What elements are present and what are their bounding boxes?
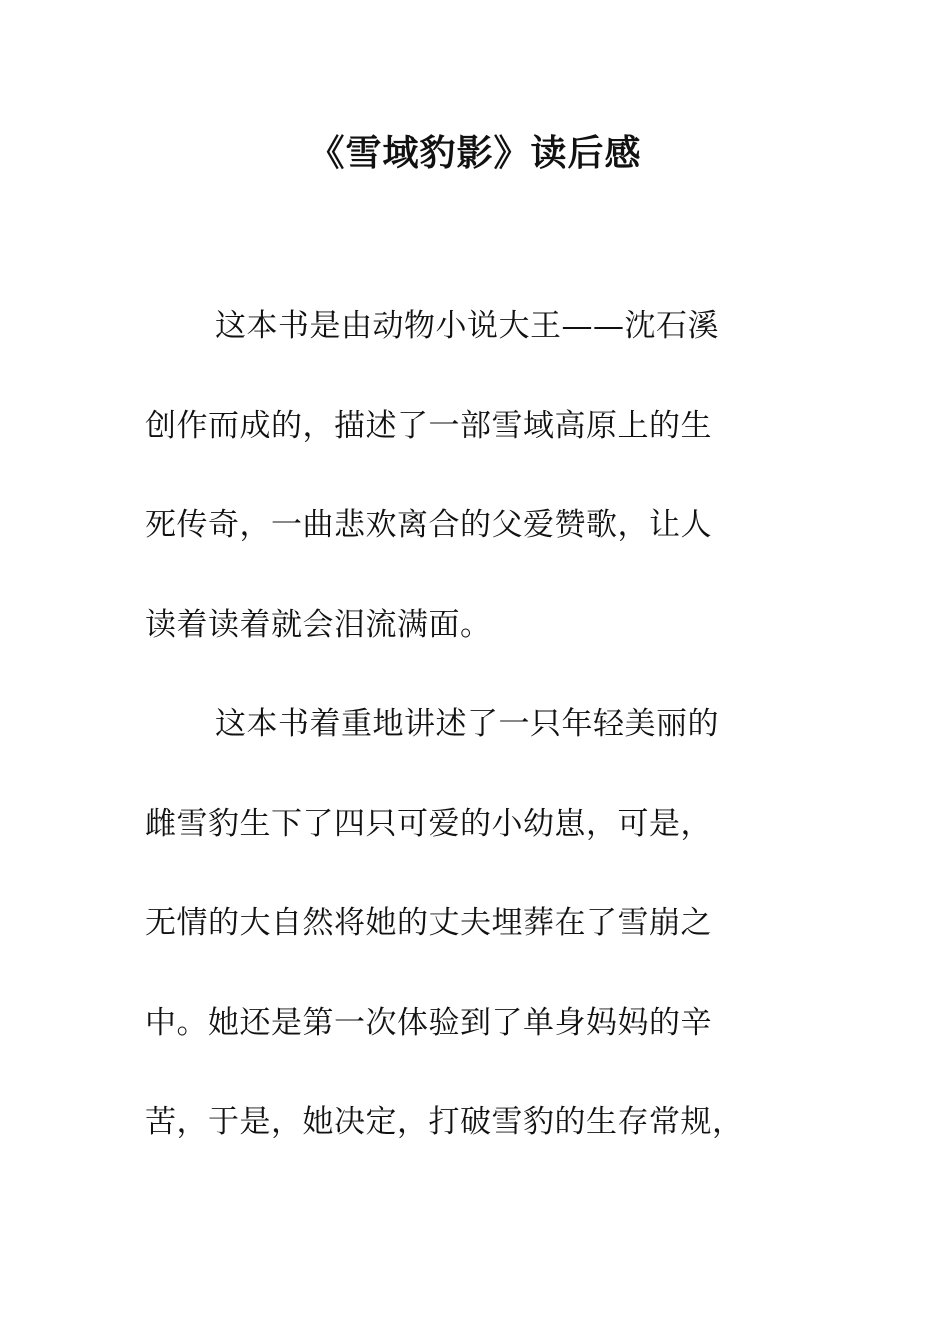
document-title: 《雪域豹影》读后感 — [308, 132, 642, 174]
text-line: 死传奇，一曲悲欢离合的父爱赞歌，让人 — [145, 507, 712, 543]
text-line: 苦，于是，她决定，打破雪豹的生存常规， — [145, 1104, 744, 1140]
text-line: 中。她还是第一次体验到了单身妈妈的辛 — [145, 1004, 712, 1041]
text-line: 创作而成的，描述了一部雪域高原上的生 — [145, 407, 712, 444]
text-line: 这本书着重地讲述了一只年轻美丽的 — [215, 706, 719, 742]
text-line: 读着读着就会泪流满面。 — [145, 606, 492, 643]
text-line: 这本书是由动物小说大王——沈石溪 — [215, 308, 719, 344]
text-line: 无情的大自然将她的丈夫埋葬在了雪崩之 — [145, 905, 712, 941]
text-line: 雌雪豹生下了四只可爱的小幼崽，可是， — [145, 805, 712, 842]
document-body — [145, 300, 805, 1196]
